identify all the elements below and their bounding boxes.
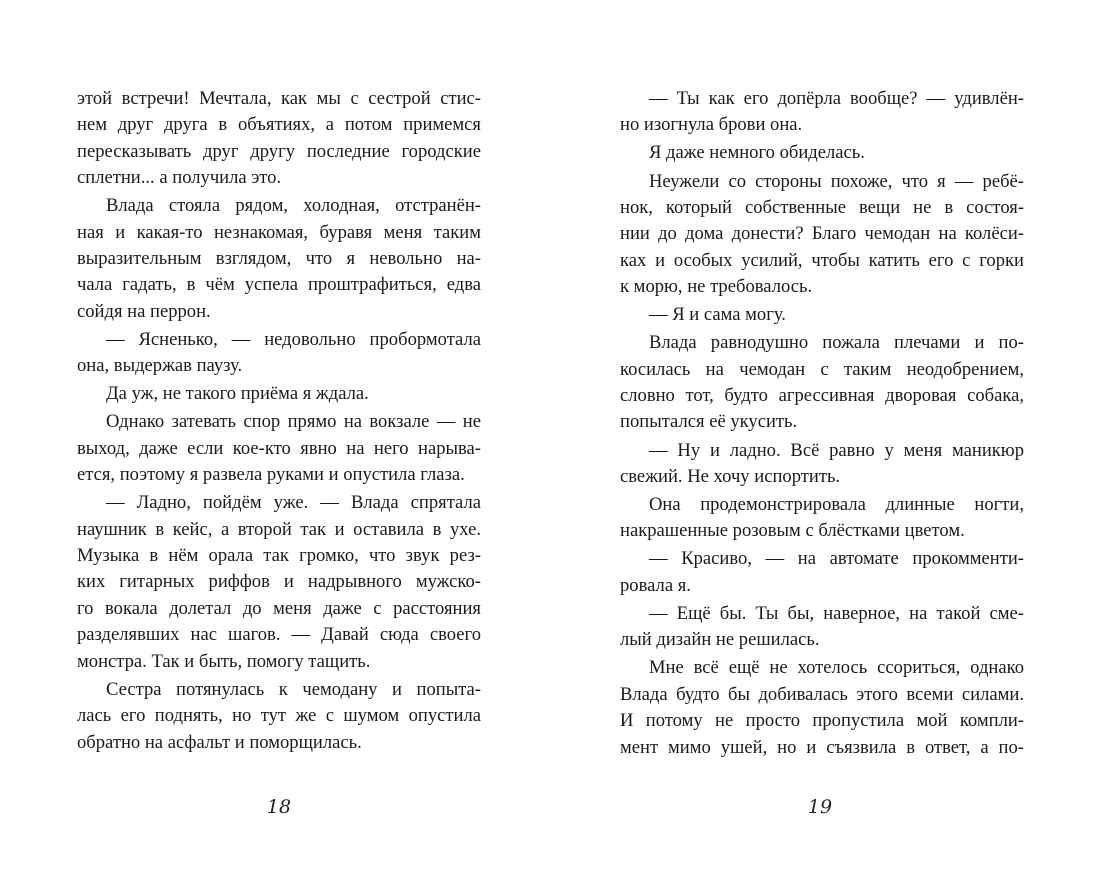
text-line: Сестра потянулась к чемодану и попыта- (106, 678, 481, 700)
text-line: ровала я. (620, 574, 691, 596)
text-line: — Ты как его допёрла вообще? — удивлён- (649, 88, 1024, 109)
paragraph (620, 169, 1024, 301)
text-line: этой встречи! Мечтала, как мы с сестрой стис- (77, 88, 481, 109)
text-line: свежий. Не хочу испортить. (620, 465, 841, 487)
text-line: нем друг друга в объятиях, а потом примемся (77, 114, 481, 136)
text-line: сойдя на перрон. (77, 300, 211, 322)
text-line: попытался её укусить. (620, 411, 798, 433)
text-line: Влада будто бы добивалась этого всеми силами. (620, 683, 1024, 705)
left-page-text (77, 86, 481, 756)
text-line: разделявших нас шагов. — Давай сюда своего (77, 624, 481, 646)
text-line: Она продемонстрировала длинные ногти, (649, 493, 1024, 515)
text-line: Неужели со стороны похоже, что я — ребё- (649, 170, 1024, 192)
text-line: нок, который собственные вещи не в состоя- (620, 196, 1024, 218)
text-line: Мне всё ещё не хотелось ссориться, однако (649, 657, 1024, 679)
text-line: нии до дома донести? Благо чемодан на колёси- (620, 223, 1024, 245)
text-line: лась его поднять, но тут же с шумом опустила (77, 705, 481, 727)
paragraph (77, 409, 481, 488)
text-line: — Ладно, пойдём уже. — Влада спрятала (106, 492, 481, 514)
text-line: монстра. Так и быть, помогу тащить. (77, 650, 371, 672)
text-line: она, выдержав паузу. (77, 355, 243, 377)
paragraph (620, 655, 1024, 761)
text-line: — Ясненько, — недовольно пробормотала (106, 328, 481, 350)
text-line: накрашенные розовым с блёстками цветом. (620, 520, 965, 542)
text-line: косилась на чемодан с таким неодобрением, (620, 358, 1024, 380)
text-line: пересказывать друг другу последние городские (77, 140, 481, 162)
text-line: ках и особых усилий, чтобы катить его с горки (620, 249, 1024, 271)
text-line: Я даже немного обиделась. (649, 142, 865, 164)
paragraph (77, 381, 481, 407)
text-line: мент мимо ушей, но и съязвила в ответ, а по- (620, 736, 1024, 758)
text-line: ких гитарных риффов и надрывного мужско- (77, 571, 481, 593)
text-line: И потому не просто пропустила мой компли- (620, 710, 1024, 732)
text-line: но изогнула брови она. (620, 114, 803, 136)
text-line: к морю, не требовалось. (620, 276, 813, 298)
text-line: чала гадать, в чём успела проштрафиться, едва (77, 274, 481, 296)
paragraph (620, 302, 1024, 328)
text-line: словно тот, будто агрессивная дворовая собака, (620, 385, 1024, 407)
paragraph (620, 601, 1024, 654)
paragraph (77, 677, 481, 756)
text-line: — Ну и ладно. Всё равно у меня маникюр (649, 439, 1024, 461)
text-line: обратно на асфальт и поморщилась. (77, 731, 362, 753)
paragraph (620, 140, 1024, 166)
text-line: Влада равнодушно пожала плечами и по- (649, 332, 1024, 354)
text-line: ется, поэтому я развела руками и опустила глаза. (77, 464, 465, 486)
text-line: выразительным взглядом, что я невольно на- (77, 248, 481, 270)
text-line: лый дизайн не решилась. (620, 629, 820, 651)
paragraph (77, 327, 481, 380)
text-line: Однако затевать спор прямо на вокзале — не (106, 411, 481, 433)
text-line: — Я и сама могу. (649, 304, 786, 326)
paragraph (77, 490, 481, 675)
paragraph (620, 330, 1024, 436)
text-line: Да уж, не такого приёма я ждала. (106, 383, 369, 405)
right-page-number: 19 (807, 796, 833, 818)
paragraph (620, 86, 1024, 139)
text-line: го вокала долетал до меня даже с расстояния (77, 597, 481, 619)
text-line: ная и какая-то незнакомая, буравя меня таким (77, 221, 481, 243)
left-page-number: 18 (266, 796, 292, 818)
text-line: — Ещё бы. Ты бы, наверное, на такой сме- (649, 602, 1024, 624)
text-line: Музыка в нём орала так громко, что звук рез- (77, 545, 481, 567)
text-line: выход, даже если кое-кто явно на него нарыва- (77, 437, 481, 459)
paragraph (620, 546, 1024, 599)
right-page-text (620, 86, 1024, 761)
text-line: Влада стояла рядом, холодная, отстранён- (106, 195, 481, 217)
text-line: — Красиво, — на автомате прокомменти- (649, 548, 1024, 570)
text-line: сплетни... а получила это. (77, 167, 282, 189)
paragraph (620, 438, 1024, 491)
paragraph (77, 193, 481, 325)
paragraph (77, 86, 481, 192)
text-line: наушник в кейс, а второй так и оставила в ухе. (77, 518, 481, 540)
paragraph (620, 492, 1024, 545)
